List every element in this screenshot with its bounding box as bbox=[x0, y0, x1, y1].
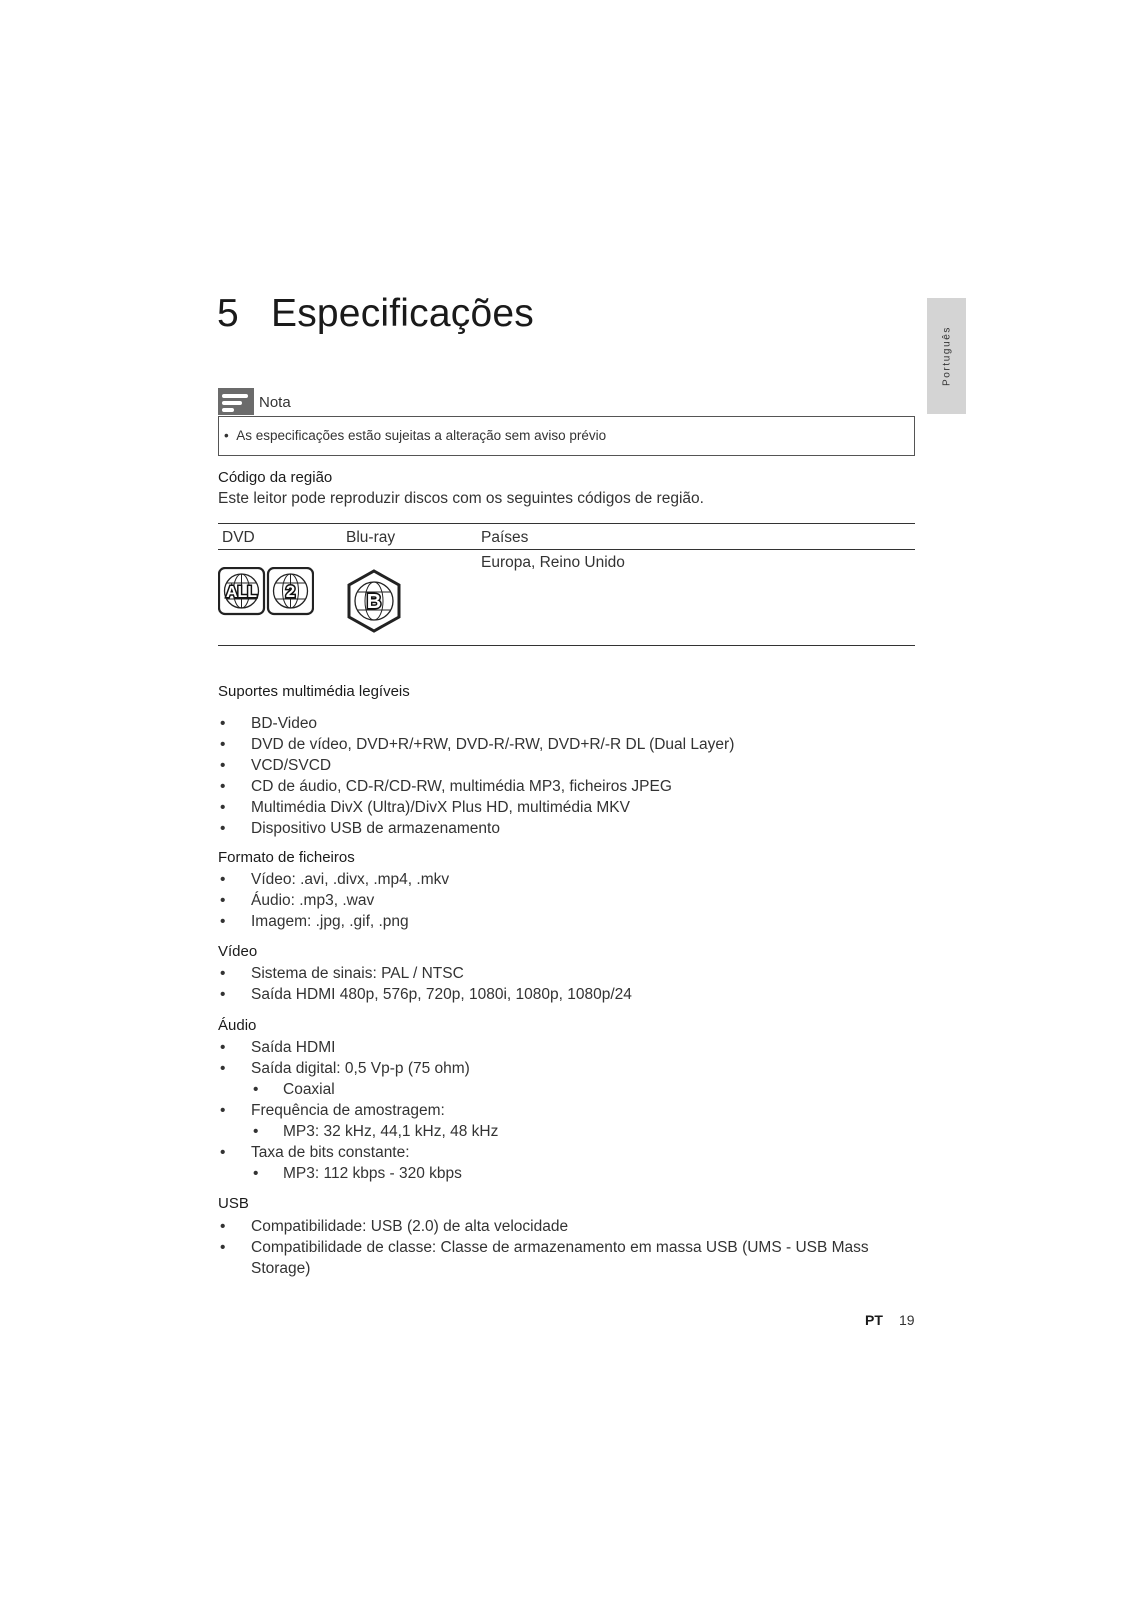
footer-language-code: PT bbox=[865, 1312, 883, 1328]
audio-heading: Áudio bbox=[218, 1017, 257, 1034]
dvd-region-2-logo bbox=[268, 568, 313, 614]
bullet: • bbox=[224, 428, 229, 443]
chapter-number: 5 bbox=[217, 292, 239, 335]
language-side-tab bbox=[927, 298, 966, 414]
dvd-region-all-logo bbox=[219, 568, 264, 614]
note-label: Nota bbox=[259, 394, 291, 411]
chapter-title-text: Especificações bbox=[271, 292, 534, 335]
table-header-rule bbox=[218, 549, 915, 550]
note-text: • As especificações estão sujeitas a alteração sem aviso prévio bbox=[224, 428, 607, 443]
column-header-dvd: DVD bbox=[222, 529, 255, 546]
dvd-region-2-text: 2 bbox=[285, 582, 296, 601]
video-heading: Vídeo bbox=[218, 943, 258, 960]
formats-heading: Formato de ficheiros bbox=[218, 849, 355, 866]
region-description: Este leitor pode reproduzir discos com os seguintes códigos de região. bbox=[218, 490, 704, 507]
bluray-region-logo bbox=[346, 569, 402, 633]
note-box bbox=[218, 416, 915, 456]
chapter-title bbox=[217, 292, 534, 336]
table-bottom-rule bbox=[218, 645, 915, 646]
page-number: 19 bbox=[899, 1312, 915, 1328]
dvd-region-logos bbox=[218, 567, 314, 616]
table-top-rule bbox=[218, 523, 915, 524]
column-header-countries: Países bbox=[481, 529, 529, 546]
language-side-tab-label: Português bbox=[941, 326, 952, 386]
column-header-bluray: Blu-ray bbox=[346, 529, 396, 546]
bluray-region-b-text: B bbox=[366, 591, 382, 613]
media-heading: Suportes multimédia legíveis bbox=[218, 683, 410, 700]
note-icon bbox=[218, 388, 254, 415]
dvd-region-all-text: ALL bbox=[225, 584, 258, 601]
usb-heading: USB bbox=[218, 1195, 249, 1212]
countries-cell: Europa, Reino Unido bbox=[481, 554, 625, 571]
region-heading: Código da região bbox=[218, 469, 333, 486]
